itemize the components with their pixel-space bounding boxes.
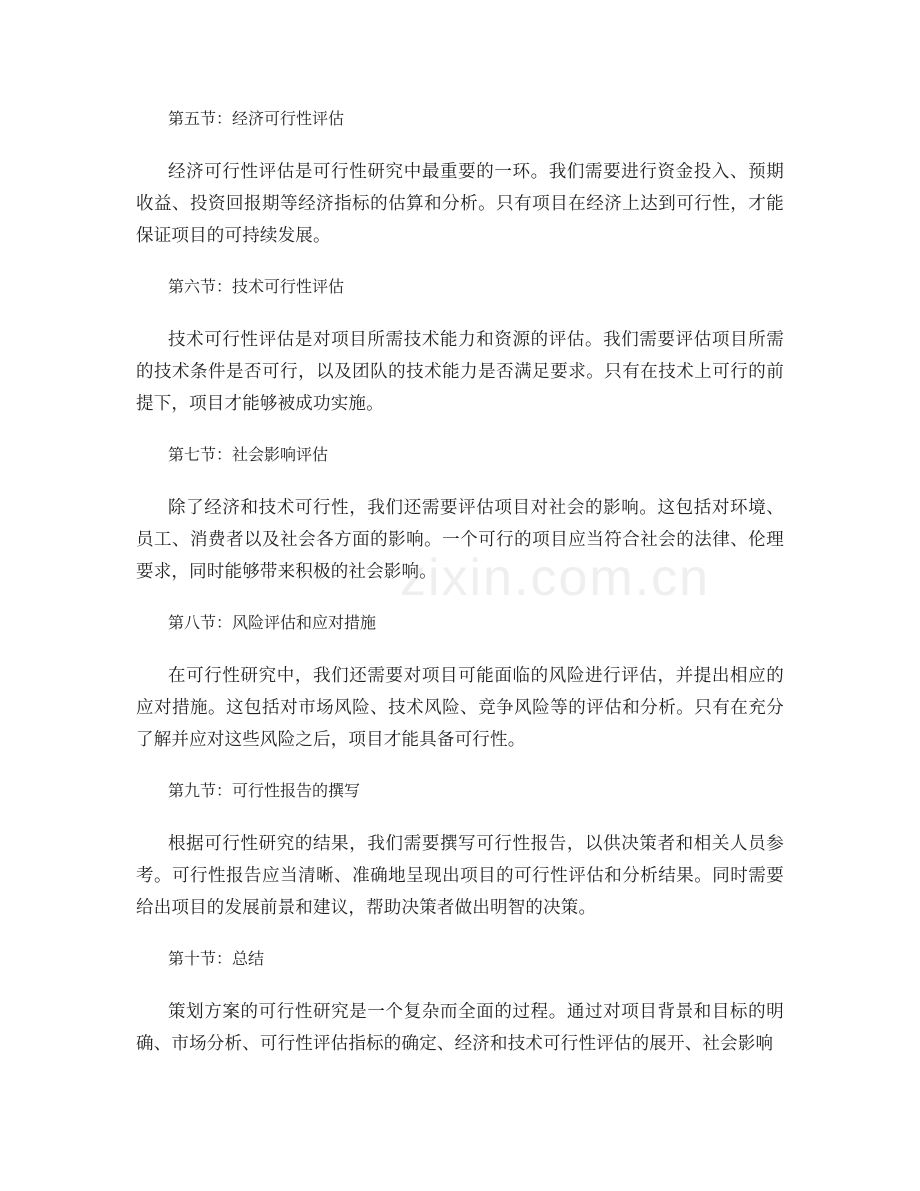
- section-paragraph: 经济可行性评估是可行性研究中最重要的一环。我们需要进行资金投入、预期收益、投资回报期等经济指标的估算和分析。只有项目在经济上达到可行性，才能保证项目的可持续发展。: [136, 162, 784, 246]
- section-8: [136, 606, 784, 756]
- section-paragraph: 策划方案的可行性研究是一个复杂而全面的过程。通过对项目背景和目标的明确、市场分析、可行性评估指标的确定、经济和技术可行性评估的展开、社会影响: [136, 1002, 784, 1054]
- section-paragraph: 根据可行性研究的结果，我们需要撰写可行性报告，以供决策者和相关人员参考。可行性报告应当清晰、准确地呈现出项目的可行性评估和分析结果。同时需要给出项目的发展前景和建议，帮助决策者做出明智的决策。: [136, 834, 784, 918]
- section-heading: 第八节：风险评估和应对措施: [168, 613, 377, 632]
- document-content: [136, 102, 784, 1078]
- section-paragraph: 技术可行性评估是对项目所需技术能力和资源的评估。我们需要评估项目所需的技术条件是否可行，以及团队的技术能力是否满足要求。只有在技术上可行的前提下，项目才能够被成功实施。: [136, 330, 784, 414]
- section-7: [136, 438, 784, 588]
- section-heading: 第十节：总结: [168, 949, 265, 968]
- section-heading: 第九节：可行性报告的撰写: [168, 781, 361, 800]
- section-heading: 第五节：经济可行性评估: [168, 109, 345, 128]
- section-5: [136, 102, 784, 252]
- section-6: [136, 270, 784, 420]
- section-heading: 第六节：技术可行性评估: [168, 277, 345, 296]
- section-paragraph: 在可行性研究中，我们还需要对项目可能面临的风险进行评估，并提出相应的应对措施。这包括对市场风险、技术风险、竞争风险等的评估和分析。只有在充分了解并应对这些风险之后，项目才能具备可行性。: [136, 666, 784, 750]
- section-paragraph: 除了经济和技术可行性，我们还需要评估项目对社会的影响。这包括对环境、员工、消费者以及社会各方面的影响。一个可行的项目应当符合社会的法律、伦理要求，同时能够带来积极的社会影响。: [136, 498, 784, 582]
- section-9: [136, 774, 784, 924]
- watermark: zixin.com.cn: [400, 549, 711, 607]
- section-10: [136, 942, 784, 1060]
- section-heading: 第七节：社会影响评估: [168, 445, 329, 464]
